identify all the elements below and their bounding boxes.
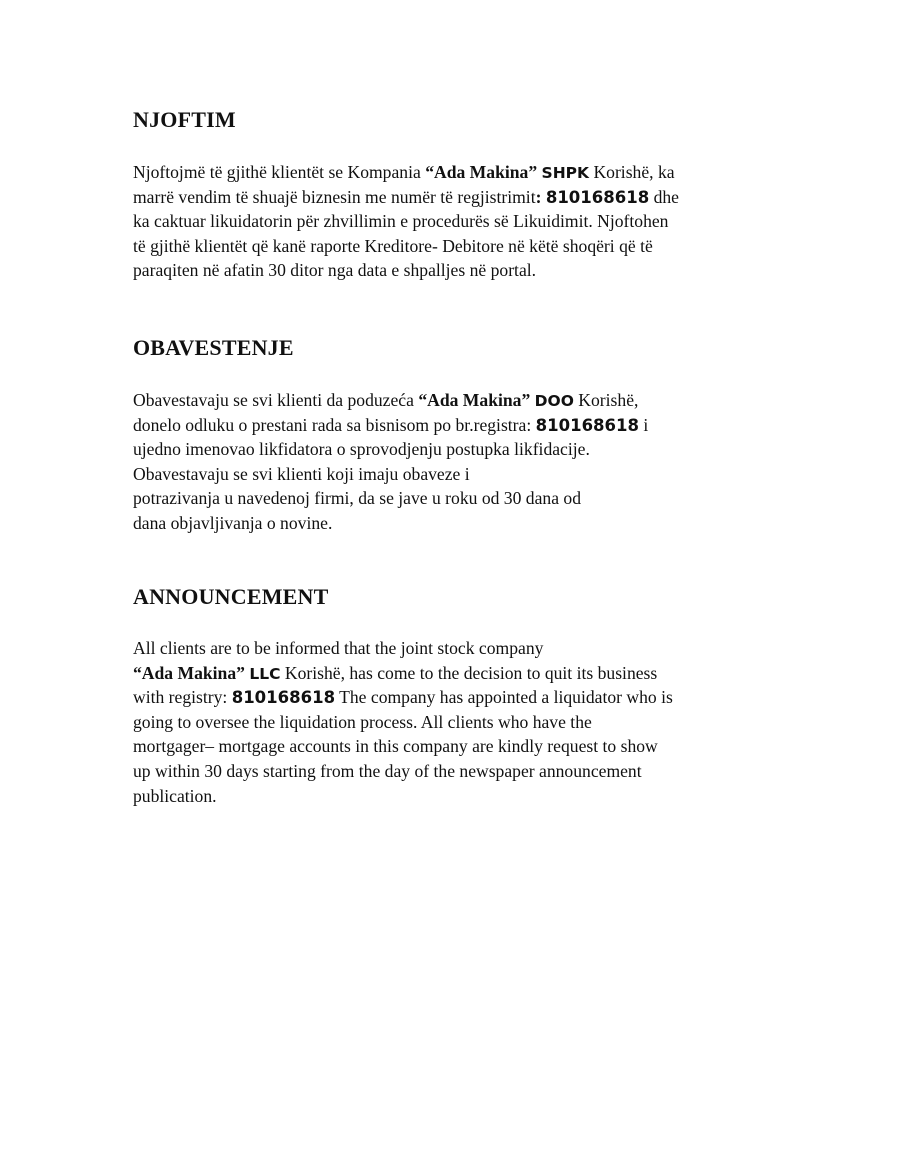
body-line: “Ada Makina” LLC Korishë, has come to the decision to quit its business: [133, 662, 658, 683]
body-line: të gjithë klientët që kanë raporte Kreditore- Debitore në këtë shoqëri që të: [133, 235, 653, 256]
company-name: “Ada Makina”: [133, 662, 245, 683]
section-body: [133, 160, 783, 283]
body-line: with registry: 810168618 The company has appointed a liquidator who is: [133, 687, 673, 708]
section-heading: OBAVESTENJE: [133, 335, 294, 360]
body-line: up within 30 days starting from the day of the newspaper announcement: [133, 760, 642, 781]
company-type: DOO: [534, 392, 574, 410]
registration-number: 810168618: [231, 688, 336, 708]
body-line: ujedno imenovao likfidatora o sprovodjenju postupka likfidacije.: [133, 439, 590, 460]
section-obavestenje: [133, 335, 783, 536]
section-announcement: [133, 584, 783, 808]
section-body: [133, 636, 783, 808]
body-line: All clients are to be informed that the joint stock company: [133, 638, 544, 658]
body-line: publication.: [133, 785, 217, 806]
section-body: [133, 388, 783, 536]
body-line: mortgager– mortgage accounts in this company are kindly request to show: [133, 736, 658, 757]
body-line: donelo odluku o prestani rada sa bisnisom po br.registra: 810168618 i: [133, 414, 649, 435]
body-line: paraqiten në afatin 30 ditor nga data e shpalljes në portal.: [133, 260, 537, 281]
company-name: “Ada Makina”: [425, 162, 538, 182]
body-line: ka caktuar likuidatorin për zhvillimin e procedurës së Likuidimit. Njoftohen: [133, 211, 669, 232]
body-line: potrazivanja u navedenoj firmi, da se jave u roku od 30 dana od: [133, 488, 582, 509]
registration-number: 810168618: [535, 415, 639, 435]
body-line: going to oversee the liquidation process. All clients who have the: [133, 711, 592, 732]
body-line: marrë vendim të shuajë biznesin me numër të regjistrimit: 810168618 dhe: [133, 186, 679, 207]
section-heading: NJOFTIM: [133, 107, 236, 132]
company-type: SHPK: [541, 164, 590, 182]
company-type: LLC: [249, 664, 281, 683]
body-line: Njoftojmë të gjithë klientët se Kompania “Ada Makina” SHPK Korishë, ka: [133, 162, 675, 182]
body-line: dana objavljivanja o novine.: [133, 512, 333, 533]
company-name: “Ada Makina”: [418, 390, 531, 410]
section-njoftim: [133, 107, 783, 283]
registration-number: 810168618: [545, 187, 650, 207]
body-line: Obavestavaju se svi klienti da poduzeća “Ada Makina” DOO Korishë,: [133, 390, 639, 410]
section-heading: ANNOUNCEMENT: [133, 584, 329, 609]
body-line: Obavestavaju se svi klienti koji imaju obaveze i: [133, 463, 470, 484]
